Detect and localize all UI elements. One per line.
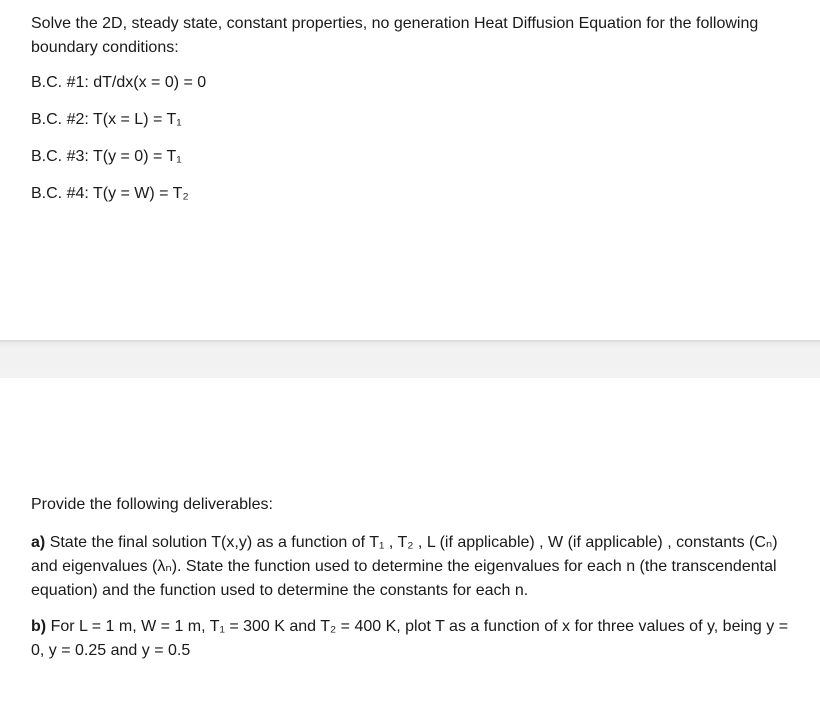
deliverable-a-text: State the final solution T(x,y) as a function of T₁ , T₂ , L (if applicable) , W (if applicable) , constants (Cₙ) and eigenvalues (λₙ). State the function used to determine the eigenvalues for each n (the transcendental equation) and the function used to determine the constants for each n. <box>31 534 778 599</box>
deliverables-heading: Provide the following deliverables: <box>31 496 273 513</box>
boundary-condition-2: B.C. #2: T(x = L) = T₁ <box>31 111 182 128</box>
page-separator <box>0 340 820 378</box>
deliverable-b-label: b) <box>31 618 47 635</box>
boundary-condition-1: B.C. #1: dT/dx(x = 0) = 0 <box>31 74 207 91</box>
deliverable-b-text: For L = 1 m, W = 1 m, T₁ = 300 K and T₂ = 400 K, plot T as a function of x for three values of y, being y = 0, y = 0.25 and y = 0.5 <box>31 618 789 659</box>
boundary-condition-4: B.C. #4: T(y = W) = T₂ <box>31 185 189 202</box>
problem-statement: Solve the 2D, steady state, constant properties, no generation Heat Diffusion Equation for the following boundary conditions: <box>31 15 759 56</box>
boundary-condition-3: B.C. #3: T(y = 0) = T₁ <box>31 148 182 165</box>
deliverable-a-label: a) <box>31 534 46 551</box>
deliverable-b <box>31 615 796 663</box>
deliverable-a <box>31 531 796 603</box>
